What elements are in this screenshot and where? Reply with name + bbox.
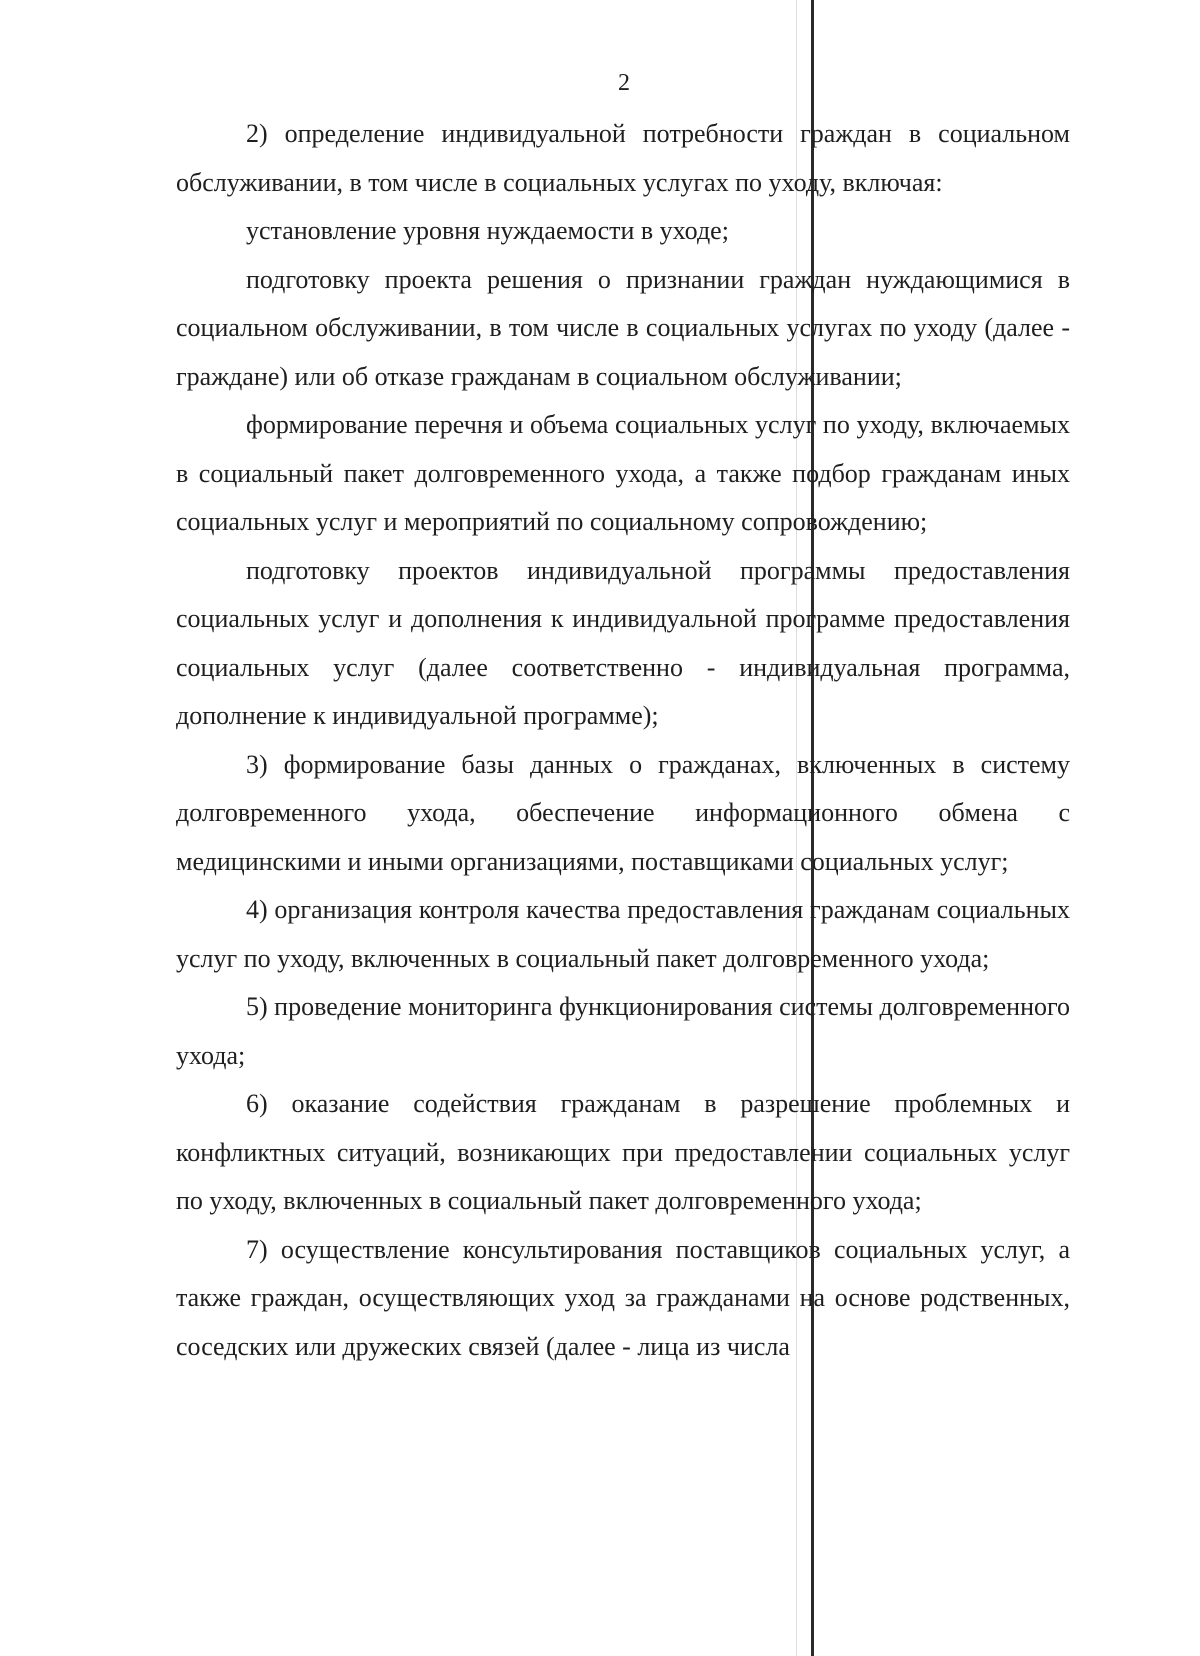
paragraph-individual-program: подготовку проектов индивидуальной программы предоставления социальных услуг и дополнения к индивидуальной программе предоставления социальных услуг (далее соответственно - индивидуальная программа, дополнение к индивидуальной программе); [176, 555, 1070, 730]
page-number: 2 [618, 70, 630, 96]
paragraph-decision-draft: подготовку проекта решения о признании граждан нуждающимися в социальном обслуживании, в том числе в социальных услугах по уходу (далее - граждане) или об отказе гражданам в социальном обслуживании; [176, 264, 1070, 391]
document-body [176, 110, 1070, 1371]
paragraph-need-level: установление уровня нуждаемости в уходе; [246, 216, 729, 245]
paragraph-item-2: 2) определение индивидуальной потребности граждан в социальном обслуживании, в том числе в социальных услугах по уходу, включая: [176, 119, 1070, 197]
paragraph-item-6: 6) оказание содействия гражданам в разрешение проблемных и конфликтных ситуаций, возникающих при предоставлении социальных услуг по уходу, включенных в социальный пакет долговременного ухода; [176, 1089, 1070, 1215]
paragraph-services-list: формирование перечня и объема социальных услуг по уходу, включаемых в социальный пакет долговременного ухода, а также подбор гражданам иных социальных услуг и мероприятий по социальному сопровождению; [176, 410, 1070, 536]
paragraph-item-5: 5) проведение мониторинга функционирования системы долговременного ухода; [176, 992, 1070, 1070]
paragraph-item-7: 7) осуществление консультирования поставщиков социальных услуг, а также граждан, осуществляющих уход за гражданами на основе родственных, соседских или дружеских связей (далее - лица из числа [176, 1234, 1070, 1361]
paragraph-item-4: 4) организация контроля качества предоставления гражданам социальных услуг по уходу, включенных в социальный пакет долговременного ухода; [176, 895, 1070, 973]
paragraph-item-3: 3) формирование базы данных о гражданах, включенных в систему долговременного ухода, обеспечение информационного обмена с медицинскими и иными организациями, поставщиками социальных услуг; [176, 749, 1070, 876]
